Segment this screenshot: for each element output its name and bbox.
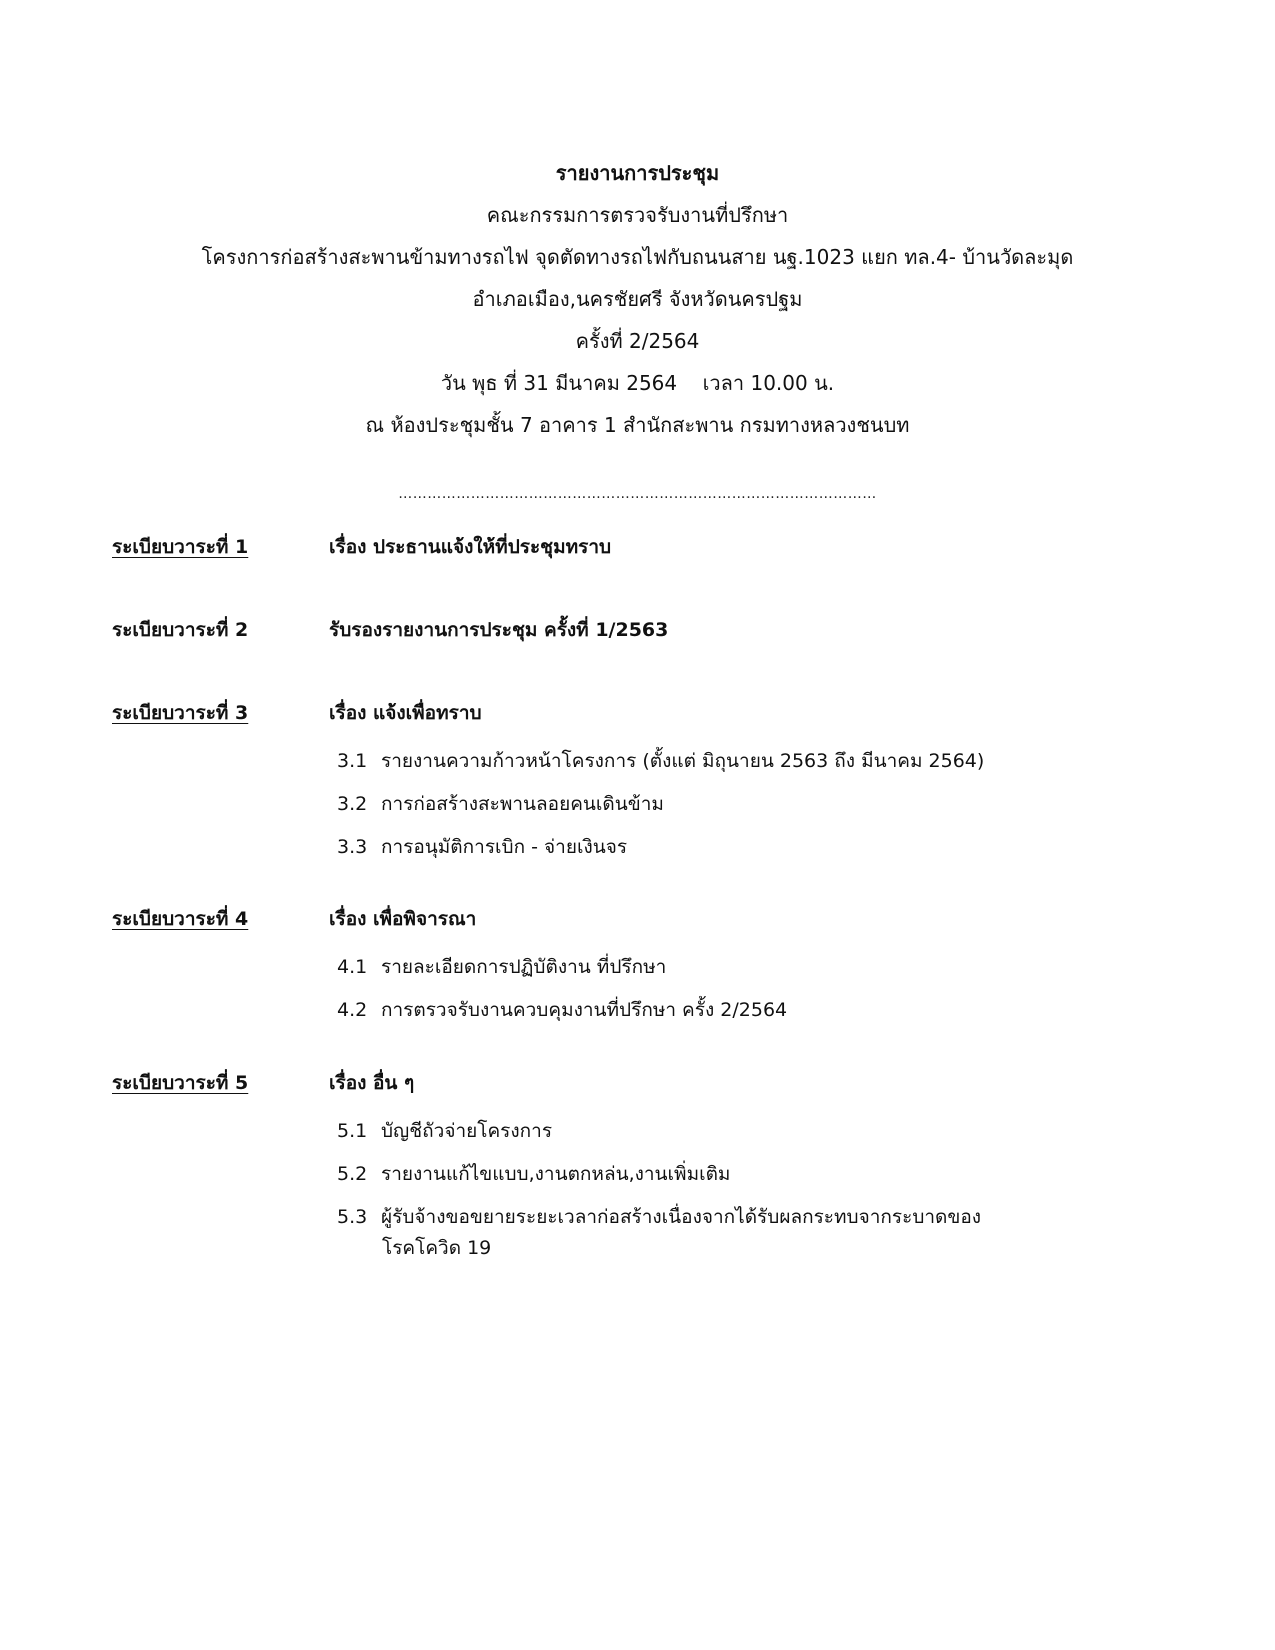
item-text: รายงานความก้าวหน้าโครงการ (ตั้งแต่ มิถุนายน 2563 ถึง มีนาคม 2564) xyxy=(381,750,985,772)
agenda-sub-items xyxy=(337,1110,1237,1263)
item-text: รายงานแก้ไขแบบ,งานตกหล่น,งานเพิ่มเติม xyxy=(381,1163,731,1185)
item-text: การก่อสร้างสะพานลอยคนเดินข้าม xyxy=(381,793,664,815)
agenda-label: ระเบียบวาระที่ 5 xyxy=(112,1072,249,1094)
dotted-separator: ……………………………………………………………………………………… xyxy=(398,486,877,502)
item-text: การอนุมัติการเบิก - จ่ายเงินจร xyxy=(381,836,628,858)
document-title: รายงานการประชุม xyxy=(555,161,720,185)
item-number: 5.3 xyxy=(337,1206,368,1228)
document-header xyxy=(0,152,1275,446)
agenda-label: ระเบียบวาระที่ 3 xyxy=(112,702,249,724)
agenda-subject: เรื่อง ประธานแจ้งให้ที่ประชุมทราบ xyxy=(329,536,612,558)
agenda-subject: รับรองรายงานการประชุม ครั้งที่ 1/2563 xyxy=(329,619,669,641)
item-number: 3.3 xyxy=(337,836,368,858)
item-number: 5.1 xyxy=(337,1120,368,1142)
agenda-sub-items xyxy=(337,740,1237,869)
item-number: 4.2 xyxy=(337,999,368,1021)
committee-name: คณะกรรมการตรวจรับงานที่ปรึกษา xyxy=(486,203,789,227)
agenda-sub-items xyxy=(337,946,1237,1032)
list-item-continuation: โรคโควิด 19 xyxy=(382,1237,492,1259)
list-item xyxy=(337,1153,1237,1196)
agenda-label: ระเบียบวาระที่ 2 xyxy=(112,619,249,641)
item-number: 4.1 xyxy=(337,956,368,978)
list-item xyxy=(337,783,1237,826)
meeting-datetime: วัน พุธ ที่ 31 มีนาคม 2564 เวลา 10.00 น. xyxy=(440,371,835,395)
agenda-subject: เรื่อง อื่น ๆ xyxy=(329,1072,415,1094)
list-item xyxy=(337,989,1237,1032)
agenda-subject: เรื่อง แจ้งเพื่อทราบ xyxy=(329,702,482,724)
list-item xyxy=(337,946,1237,989)
project-location: อำเภอเมือง,นครชัยศรี จังหวัดนครปฐม xyxy=(472,287,803,311)
item-text: การตรวจรับงานควบคุมงานที่ปรึกษา ครั้ง 2/2564 xyxy=(381,999,788,1021)
item-number: 5.2 xyxy=(337,1163,368,1185)
project-name: โครงการก่อสร้างสะพานข้ามทางรถไฟ จุดตัดทางรถไฟกับถนนสาย นฐ.1023 แยก ทล.4- บ้านวัดละมุด xyxy=(201,245,1074,269)
item-number: 3.1 xyxy=(337,750,368,772)
agenda-label: ระเบียบวาระที่ 1 xyxy=(112,536,249,558)
list-item xyxy=(337,826,1237,869)
meeting-venue: ณ ห้องประชุมชั้น 7 อาคาร 1 สำนักสะพาน กรมทางหลวงชนบท xyxy=(365,413,910,437)
item-text: รายละเอียดการปฏิบัติงาน ที่ปรึกษา xyxy=(381,956,667,978)
list-item xyxy=(337,1110,1237,1153)
item-text: บัญชีถัวจ่ายโครงการ xyxy=(381,1120,553,1142)
item-number: 3.2 xyxy=(337,793,368,815)
agenda-subject: เรื่อง เพื่อพิจารณา xyxy=(329,908,477,930)
agenda-label: ระเบียบวาระที่ 4 xyxy=(112,908,249,930)
list-item xyxy=(337,740,1237,783)
item-text: ผู้รับจ้างขอขยายระยะเวลาก่อสร้างเนื่องจากได้รับผลกระทบจากระบาดของ xyxy=(381,1206,982,1228)
meeting-session: ครั้งที่ 2/2564 xyxy=(575,329,700,353)
